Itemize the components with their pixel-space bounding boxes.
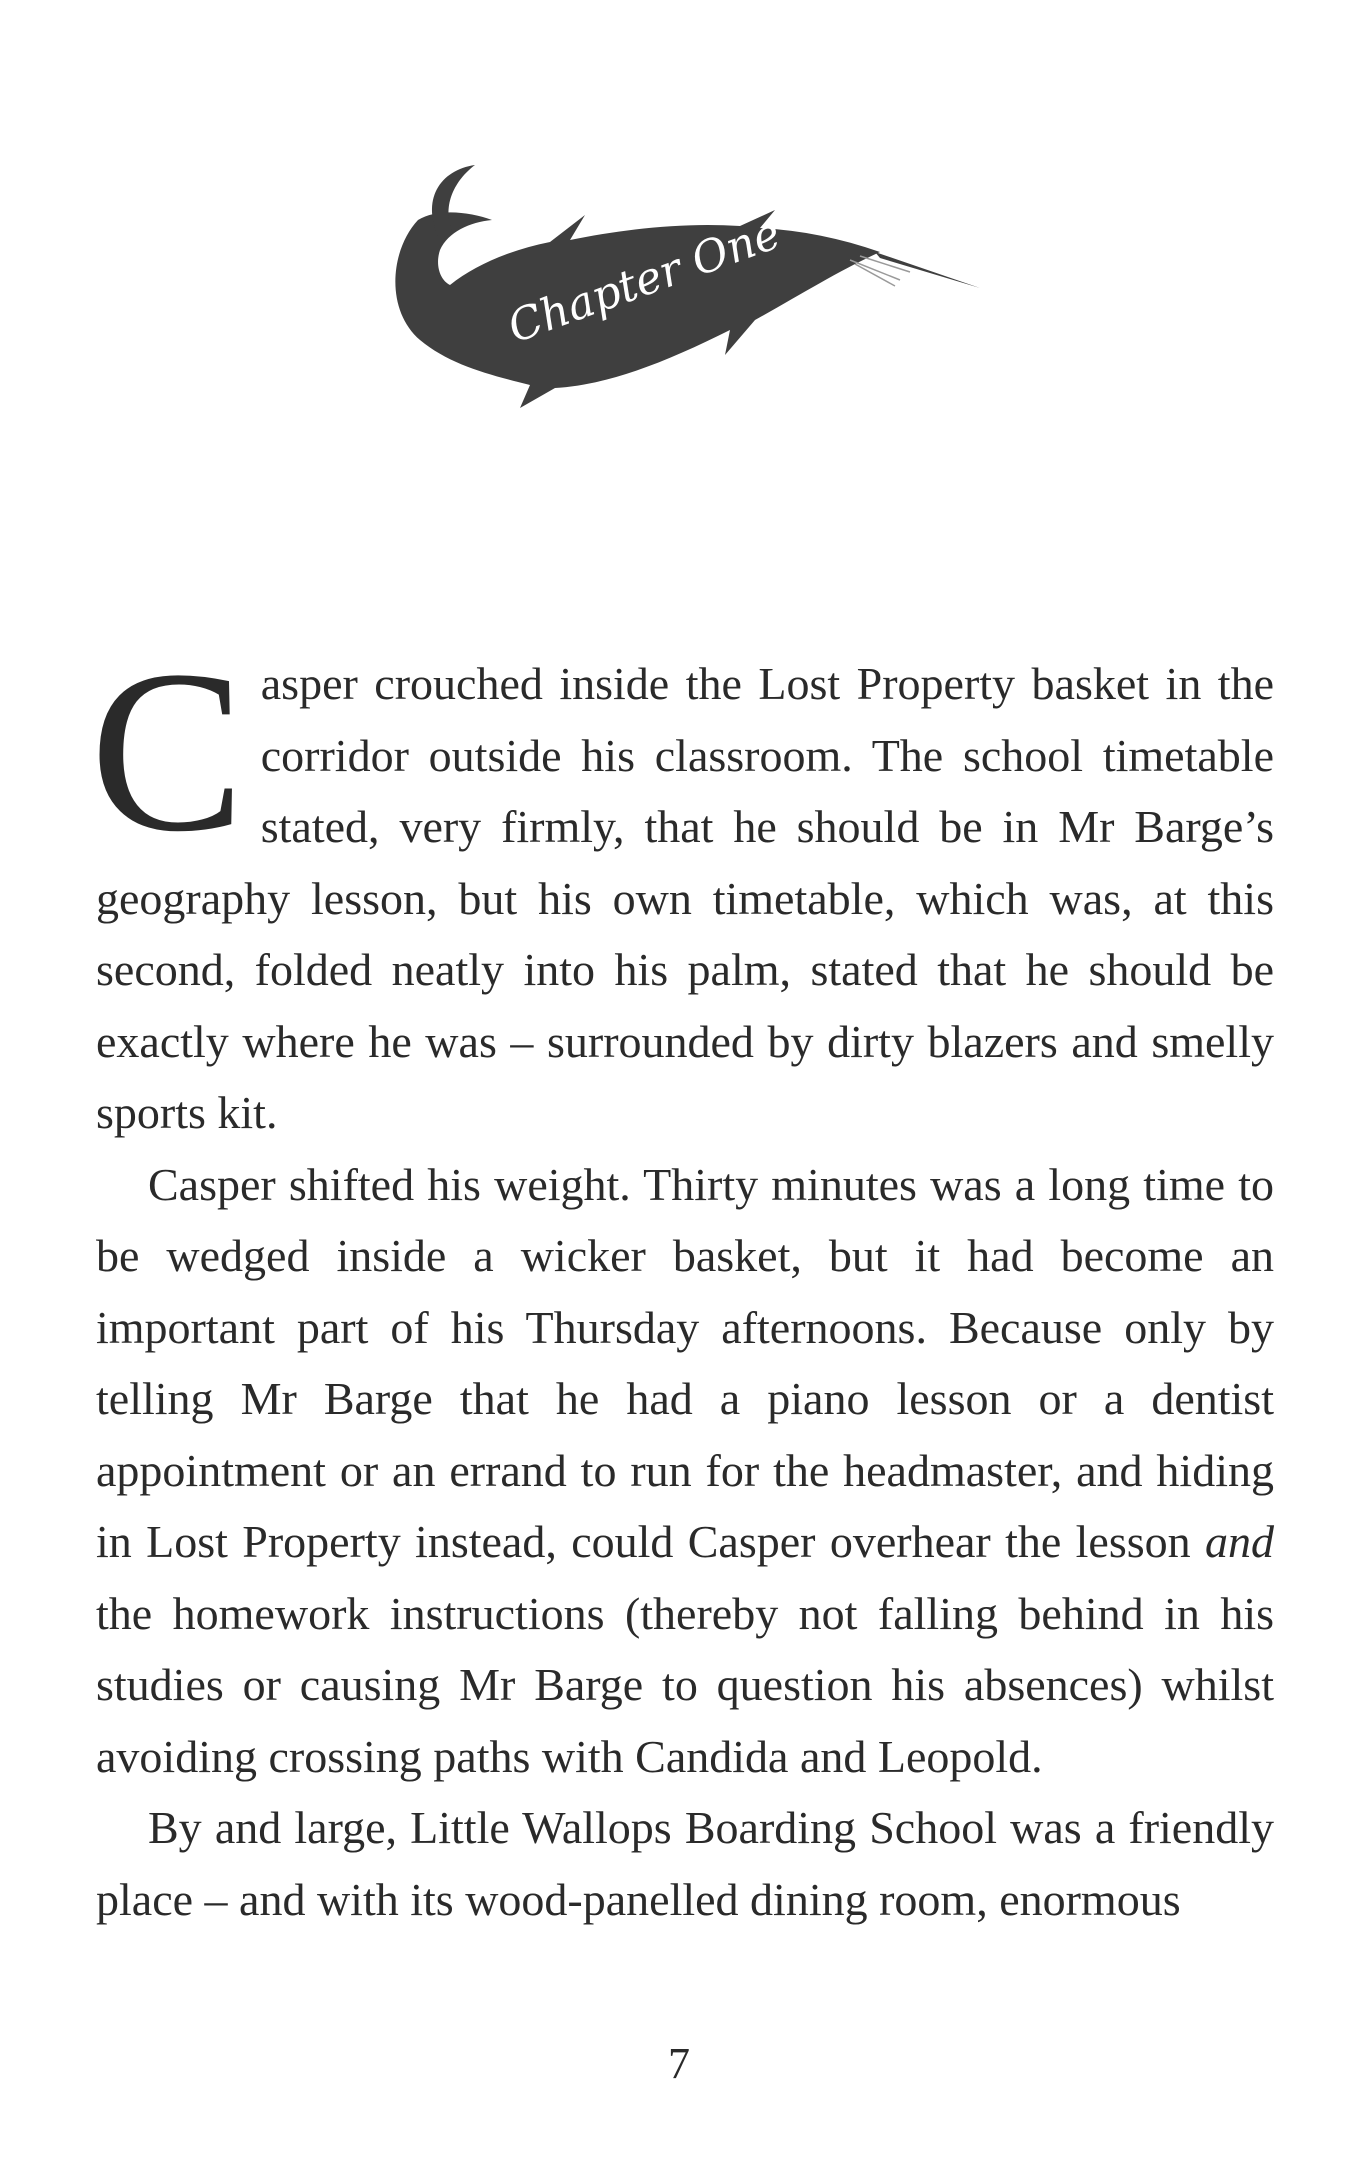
feather-icon [380,160,1000,420]
paragraph-2-emphasis: and [1205,1516,1274,1567]
paragraph-1 [90,623,1274,1149]
paragraph-2 [96,1149,1274,1793]
paragraph-3 [96,1792,1274,1935]
paragraph-2-text: Casper shifted his weight. Thirty minutes was a long time to be wedged inside a wicker basket, but it had become an important part of his Thursday afternoons. Because only by telling Mr Barge that he had a piano lesson or a dentist appointment or an errand to run for the headmaster, and hiding in Lost Property instead, could Casper overhear the lesson [96,1158,1274,1567]
paragraph-3-text: By and large, Little Wallops Boarding School was a friendly place – and with its wood-panelled dining room, enormous [96,1802,1274,1925]
drop-cap: C [90,623,245,880]
paragraph-2-rest: the homework instructions (thereby not falling behind in his studies or causing Mr Barge to question his absences) whilst avoiding crossing paths with Candida and Leopold. [96,1587,1274,1782]
chapter-title: Chapter One [501,207,788,354]
chapter-heading-ornament [380,160,1000,420]
chapter-body [90,623,1274,1935]
page-number: 7 [668,2039,690,2088]
feather-quill [875,252,980,288]
paragraph-1-text: asper crouched inside the Lost Property basket in the corridor outside his classroom. The school timetable stated, very firmly, that he should be in Mr Barge’s geography lesson, but his own timetable, which was, at this second, folded neatly into his palm, stated that he should be exactly where he was – surrounded by dirty blazers and smelly sports kit. [96,658,1274,1138]
